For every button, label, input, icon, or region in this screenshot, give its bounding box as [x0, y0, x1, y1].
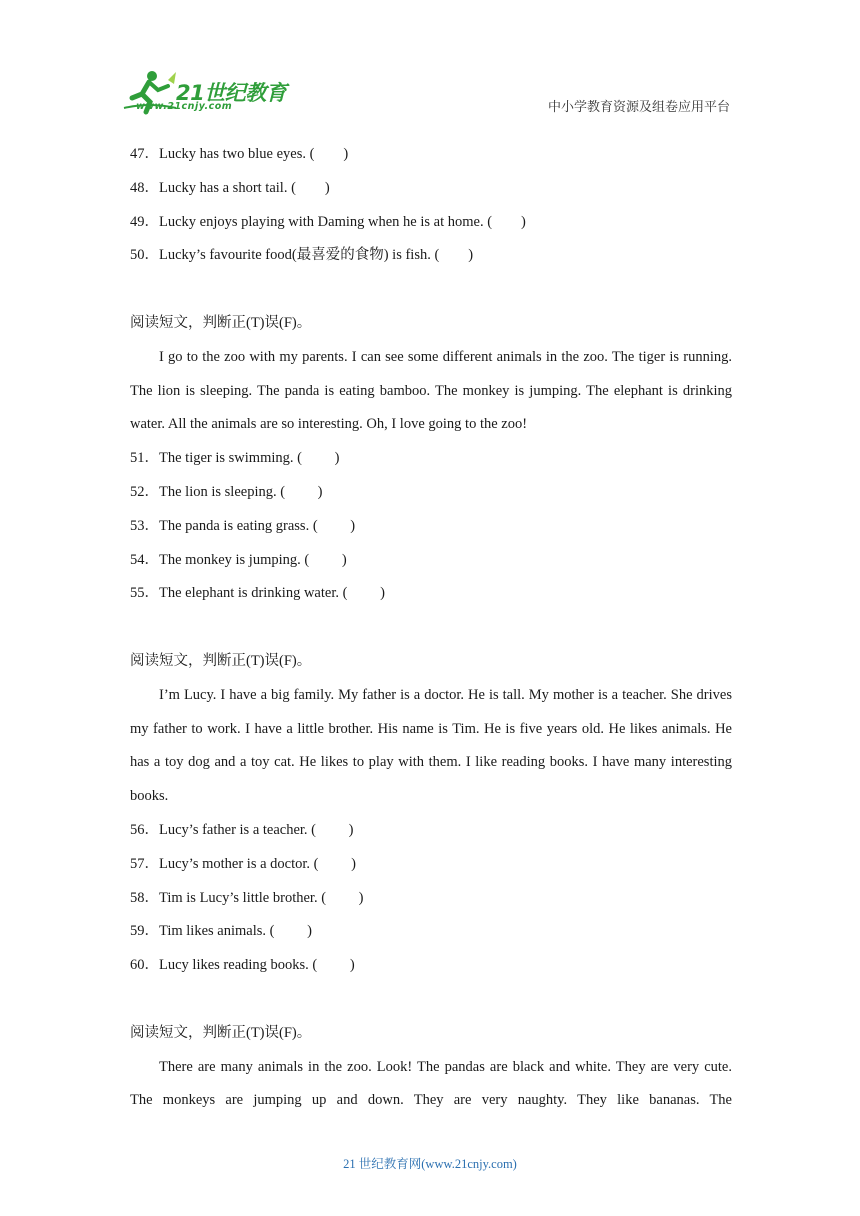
question-item: 57．Lucy’s mother is a doctor. ( )	[130, 855, 356, 872]
reading-passage: I’m Lucy. I have a big family. My father is a doctor. He is tall. My mother is a teacher. She drives my father to work. I have a little brother. His name is Tim. He is five years old. He likes animals. He has a toy dog and a toy cat. He likes to play with them. I like reading books. I have many interesting books.	[130, 686, 732, 805]
reading-passage: There are many animals in the zoo. Look! The pandas are black and white. They are very cute. The monkeys are jumping up and down. They are very naughty. They like bananas. The	[130, 1058, 732, 1109]
page-footer: 21 世纪教育网(www.21cnjy.com)	[343, 1157, 517, 1171]
document-body	[130, 138, 732, 1118]
question-item: 59．Tim likes animals. ( )	[130, 923, 312, 940]
section-instruction: 阅读短文，判断正(T)误(F)。	[130, 652, 312, 669]
page-header	[0, 0, 860, 130]
question-item: 49．Lucky enjoys playing with Daming when he is at home. ( )	[130, 213, 526, 230]
question-item: 51．The tiger is swimming. ( )	[130, 450, 340, 467]
question-item: 47．Lucky has two blue eyes. ( )	[130, 146, 349, 162]
question-item: 58．Tim is Lucy’s little brother. ( )	[130, 889, 364, 906]
question-item: 53．The panda is eating grass. ( )	[130, 517, 356, 534]
spacer	[130, 273, 732, 307]
question-item: 52．The lion is sleeping. ( )	[130, 483, 323, 500]
header-tagline: 中小学教育资源及组卷应用平台	[547, 99, 730, 114]
spacer	[130, 611, 732, 645]
spacer	[130, 983, 732, 1017]
question-item: 54．The monkey is jumping. ( )	[130, 551, 347, 568]
question-item: 50．Lucky’s favourite food(最喜爱的食物) is fish. ( )	[130, 247, 474, 264]
logo	[122, 68, 297, 116]
logo-url-text: www.21cnjy.com	[136, 101, 233, 112]
question-item: 60．Lucy likes reading books. ( )	[130, 957, 355, 974]
section-instruction: 阅读短文，判断正(T)误(F)。	[130, 314, 312, 331]
question-item: 48．Lucky has a short tail. ( )	[130, 179, 330, 196]
logo-brand-text: 21世纪教育	[176, 81, 287, 105]
question-item: 55．The elephant is drinking water. ( )	[130, 585, 385, 602]
reading-passage: I go to the zoo with my parents. I can see some different animals in the zoo. The tiger is running. The lion is sleeping. The panda is eating bamboo. The monkey is jumping. The elephant is drinking water. All the animals are so interesting. Oh, I love going to the zoo!	[130, 348, 732, 433]
question-item: 56．Lucy’s father is a teacher. ( )	[130, 821, 354, 838]
section-instruction: 阅读短文，判断正(T)误(F)。	[130, 1024, 312, 1041]
